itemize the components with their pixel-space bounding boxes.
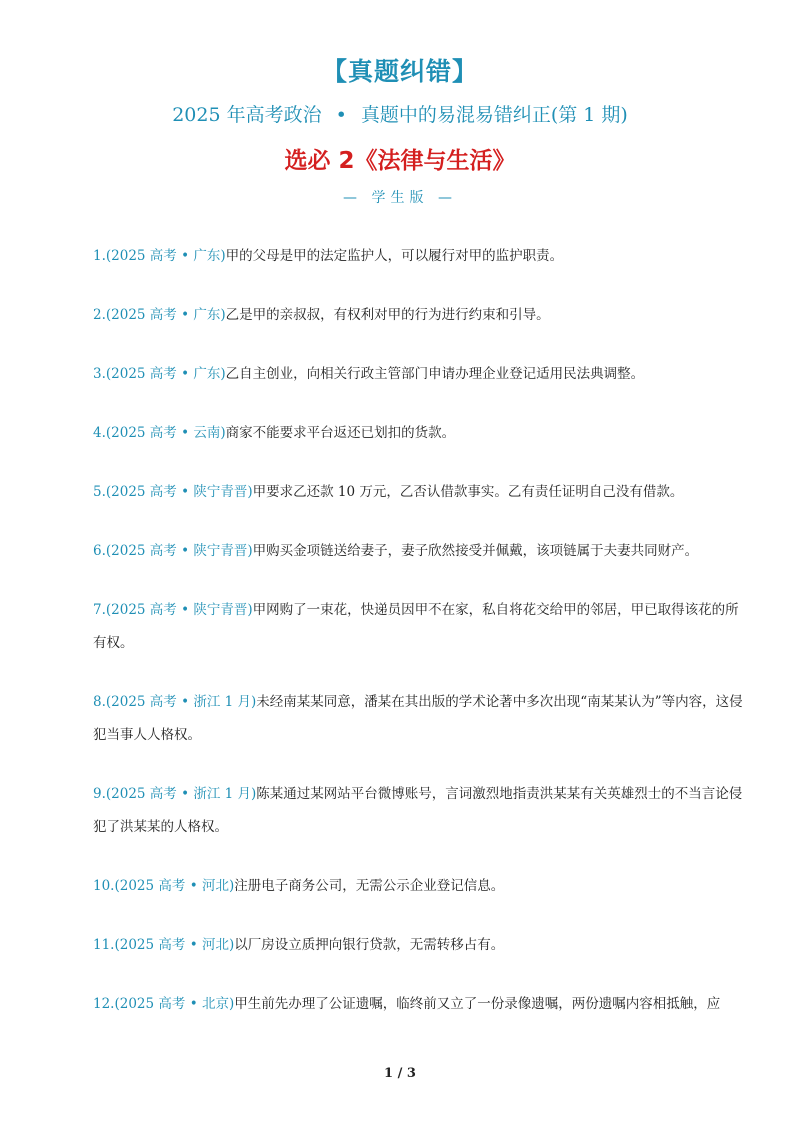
question-text: 以厂房设立质押向银行贷款，无需转移占有。	[234, 937, 505, 953]
question-text: 商家不能要求平台返还已划扣的货款。	[225, 425, 456, 441]
question-number: 2.	[93, 307, 106, 323]
question-text: 乙是甲的亲叔叔，有权利对甲的行为进行约束和引导。	[225, 307, 550, 323]
question-number: 12.	[93, 996, 115, 1012]
question-number: 3.	[93, 366, 106, 382]
question-text: 甲生前先办理了公证遗嘱，临终前又立了一份录像遗嘱，两份遗嘱内容相抵触，应	[234, 996, 721, 1012]
question-text: 乙自主创业，向相关行政主管部门申请办理企业登记适用民法典调整。	[225, 366, 645, 382]
question-source: (2025 高考 • 河北)	[114, 878, 235, 894]
question-item	[93, 299, 743, 332]
question-text: 注册电子商务公司，无需公示企业登记信息。	[234, 878, 505, 894]
question-text: 甲网购了一束花，快递员因甲不在家，私自将花交给甲的邻居，甲已取得该花的所有权。	[93, 602, 739, 651]
question-item	[93, 240, 743, 273]
question-source: (2025 高考 • 北京)	[114, 996, 235, 1012]
question-item	[93, 358, 743, 391]
question-number: 7.	[93, 602, 106, 618]
question-number: 11.	[93, 937, 115, 953]
question-item	[93, 417, 743, 450]
question-source: (2025 高考 • 广东)	[105, 307, 226, 323]
question-text: 甲要求乙还款 10 万元，乙否认借款事实。乙有责任证明自己没有借款。	[252, 484, 684, 500]
question-number: 5.	[93, 484, 106, 500]
question-text: 陈某通过某网站平台微博账号，言词激烈地指责洪某某有关英雄烈士的不当言论侵犯了洪某某的人格权。	[93, 786, 743, 835]
subtitle-right: 真题中的易混易错纠正(第 1 期)	[360, 104, 628, 126]
question-text: 甲购买金项链送给妻子，妻子欣然接受并佩戴，该项链属于夫妻共同财产。	[252, 543, 699, 559]
question-source: (2025 高考 • 河北)	[114, 937, 235, 953]
question-item	[93, 929, 743, 962]
question-source: (2025 高考 • 云南)	[105, 425, 226, 441]
question-item	[93, 686, 743, 752]
question-text: 甲的父母是甲的法定监护人，可以履行对甲的监护职责。	[225, 248, 564, 264]
question-item	[93, 476, 743, 509]
question-number: 8.	[93, 694, 106, 710]
question-source: (2025 高考 • 广东)	[105, 248, 226, 264]
question-source: (2025 高考 • 广东)	[105, 366, 226, 382]
edition-label: — 学生版 —	[343, 190, 457, 206]
question-number: 10.	[93, 878, 115, 894]
module-title: 选必 2《法律与生活》	[284, 148, 516, 174]
question-item	[93, 870, 743, 903]
question-item	[93, 778, 743, 844]
question-source: (2025 高考 • 陕宁青晋)	[105, 602, 253, 618]
question-list	[93, 240, 743, 1047]
question-source: (2025 高考 • 陕宁青晋)	[105, 543, 253, 559]
question-item	[93, 988, 743, 1021]
question-item	[93, 594, 743, 660]
page-title: 【真题纠错】	[321, 57, 478, 86]
question-number: 4.	[93, 425, 106, 441]
question-item	[93, 535, 743, 568]
subtitle-left: 2025 年高考政治	[172, 104, 322, 126]
question-number: 6.	[93, 543, 106, 559]
page-subtitle	[0, 100, 800, 127]
question-text: 未经南某某同意，潘某在其出版的学术论著中多次出现“南某某认为”等内容，这侵犯当事人人格权。	[93, 694, 743, 743]
question-number: 9.	[93, 786, 106, 802]
question-source: (2025 高考 • 陕宁青晋)	[105, 484, 253, 500]
page-number: 1 / 3	[384, 1066, 416, 1081]
question-source: (2025 高考 • 浙江 1 月)	[105, 786, 257, 802]
question-source: (2025 高考 • 浙江 1 月)	[105, 694, 257, 710]
subtitle-separator: •	[335, 104, 347, 126]
question-number: 1.	[93, 248, 106, 264]
